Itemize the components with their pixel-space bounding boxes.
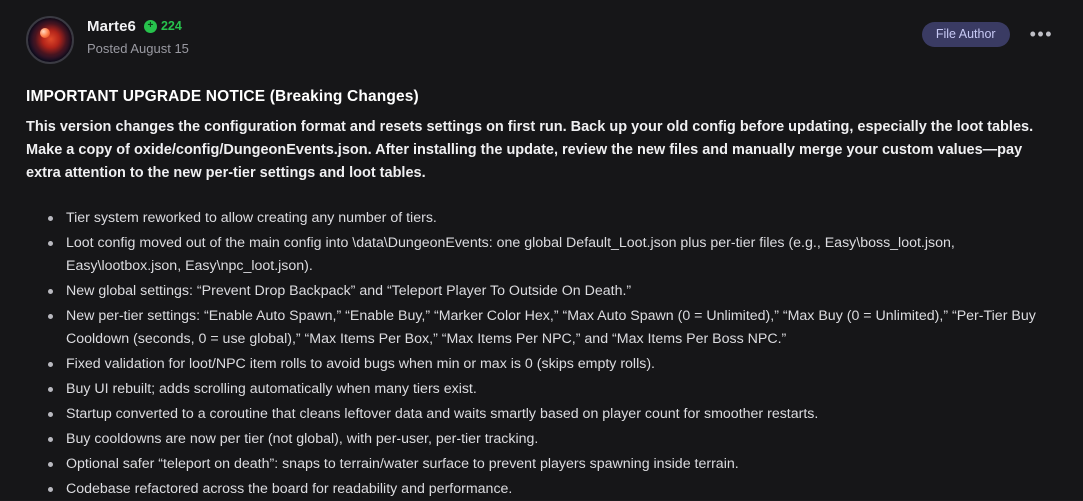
list-item: Buy UI rebuilt; adds scrolling automatically when many tiers exist.	[66, 378, 1057, 401]
list-item: Loot config moved out of the main config into \data\DungeonEvents: one global Default_Loot.json plus per-tier files (e.g., Easy\boss_loot.json, Easy\lootbox.json, Easy\npc_loot.json).	[66, 232, 1057, 278]
list-item: Tier system reworked to allow creating any number of tiers.	[66, 207, 1057, 230]
list-item: Fixed validation for loot/NPC item rolls to avoid bugs when min or max is 0 (skips empty rolls).	[66, 353, 1057, 376]
post-date: Posted August 15	[87, 41, 189, 56]
more-options-icon[interactable]: •••	[1029, 24, 1053, 45]
reputation-badge	[144, 19, 182, 33]
changelog-list	[26, 207, 1057, 501]
plus-circle-icon: +	[144, 20, 157, 33]
list-item: Codebase refactored across the board for readability and performance.	[66, 478, 1057, 501]
list-item: New per-tier settings: “Enable Auto Spawn,” “Enable Buy,” “Marker Color Hex,” “Max Auto Spawn (0 = Unlimited),” “Max Buy (0 = Unlimited),” “Per-Tier Buy Cooldown (seconds, 0 = use global),” “Max Items Per Box,” “Max Items Per NPC,” and “Max Items Per Boss NPC.”	[66, 305, 1057, 351]
reputation-count: 224	[160, 19, 182, 33]
list-item: Optional safer “teleport on death”: snaps to terrain/water surface to prevent players spawning inside terrain.	[66, 453, 1057, 476]
author-name-row	[87, 16, 189, 36]
list-item: Buy cooldowns are now per tier (not global), with per-user, per-tier tracking.	[66, 428, 1057, 451]
file-author-badge: File Author	[922, 22, 1010, 47]
post-header	[26, 0, 1057, 64]
notice-paragraph: This version changes the configuration format and resets settings on first run. Back up your old config before updating, especially the loot tables. Make a copy of oxide/config/DungeonEvents.json. After installing the update, review the new files and manually merge your custom values—pay extra attention to the new per-tier settings and loot tables.	[26, 119, 1034, 181]
post-body	[26, 64, 1057, 501]
avatar[interactable]	[26, 16, 74, 64]
page-title: IMPORTANT UPGRADE NOTICE (Breaking Changes)	[26, 88, 419, 105]
list-item: Startup converted to a coroutine that cleans leftover data and waits smartly based on player count for smoother restarts.	[66, 403, 1057, 426]
author-info	[87, 16, 189, 56]
header-actions	[922, 16, 1057, 47]
author-name[interactable]: Marte6	[87, 17, 136, 35]
list-item: New global settings: “Prevent Drop Backpack” and “Teleport Player To Outside On Death.”	[66, 280, 1057, 303]
